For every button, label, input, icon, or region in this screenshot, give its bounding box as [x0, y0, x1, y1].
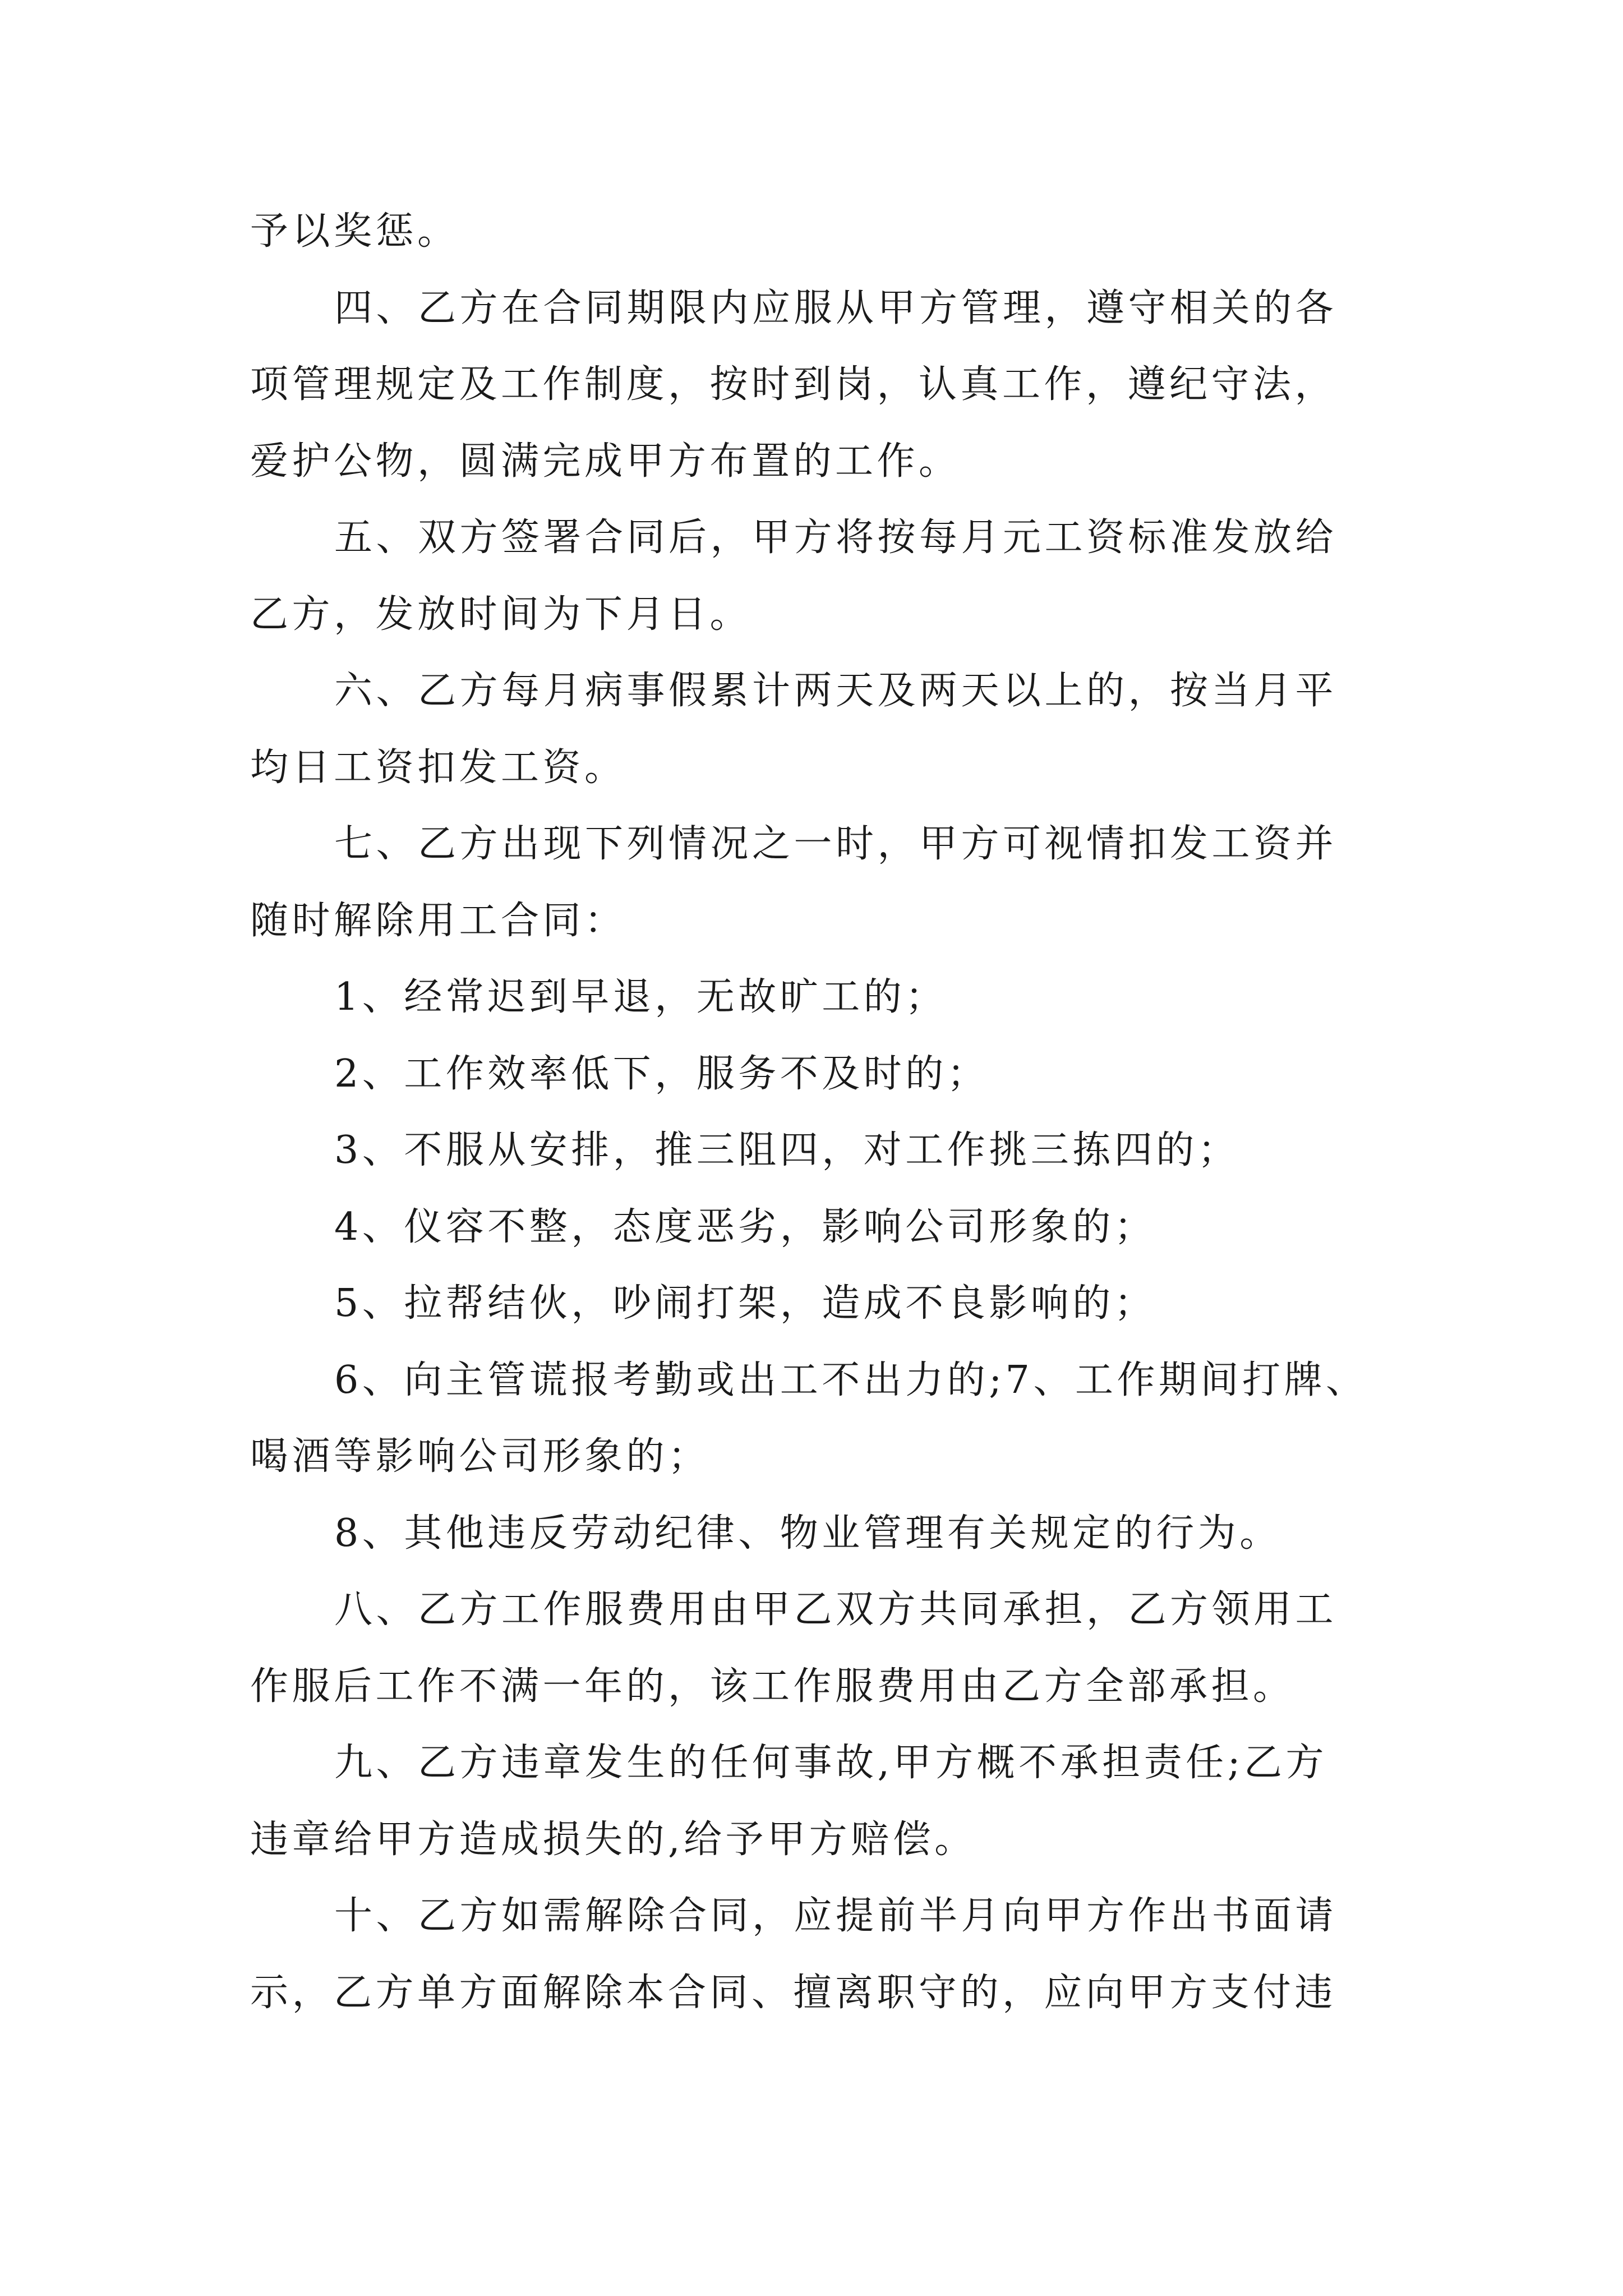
text-line: 予以奖惩。	[250, 209, 459, 254]
paragraph-7-line: 七、乙方出现下列情况之一时，甲方可视情扣发工资并	[334, 822, 1338, 866]
list-item-3: 3、不服从安排，推三阻四，对工作挑三拣四的；	[334, 1128, 1240, 1172]
paragraph-4-line: 四、乙方在合同期限内应服从甲方管理，遵守相关的各	[334, 286, 1338, 330]
list-item-2: 2、工作效率低下，服务不及时的；	[334, 1051, 989, 1096]
paragraph-10-line: 十、乙方如需解除合同，应提前半月向甲方作出书面请	[334, 1894, 1338, 1938]
text-line: 作服后工作不满一年的，该工作服费用由乙方全部承担。	[250, 1664, 1295, 1709]
list-item-8: 8、其他违反劳动纪律、物业管理有关规定的行为。	[334, 1511, 1281, 1556]
text-line: 项管理规定及工作制度，按时到岗，认真工作，遵纪守法，	[250, 362, 1337, 407]
list-item-6: 6、向主管谎报考勤或出工不出力的;7、工作期间打牌、	[334, 1358, 1368, 1402]
text-line: 喝酒等影响公司形象的；	[250, 1434, 710, 1479]
document-body	[250, 194, 1394, 2031]
paragraph-8-line: 八、乙方工作服费用由甲乙双方共同承担，乙方领用工	[334, 1588, 1338, 1632]
list-item-4: 4、仪容不整，态度恶劣，影响公司形象的；	[334, 1204, 1156, 1249]
text-line: 均日工资扣发工资。	[250, 745, 626, 790]
paragraph-6-line: 六、乙方每月病事假累计两天及两天以上的，按当月平	[334, 669, 1338, 713]
text-line: 示，乙方单方面解除本合同、擅离职守的，应向甲方支付违	[250, 1970, 1337, 2015]
list-item-1: 1、经常迟到早退，无故旷工的；	[334, 975, 947, 1019]
paragraph-9-line: 九、乙方违章发生的任何事故,甲方概不承担责任;乙方	[334, 1741, 1328, 1785]
text-line: 爱护公物，圆满完成甲方布置的工作。	[250, 439, 961, 484]
text-line: 乙方，发放时间为下月日。	[250, 592, 752, 637]
text-line: 随时解除用工合同：	[250, 898, 626, 943]
paragraph-5-line: 五、双方签署合同后，甲方将按每月元工资标准发放给	[334, 516, 1338, 560]
list-item-5: 5、拉帮结伙，吵闹打架，造成不良影响的；	[334, 1281, 1156, 1326]
text-line: 违章给甲方造成损失的,给予甲方赔偿。	[250, 1817, 976, 1862]
